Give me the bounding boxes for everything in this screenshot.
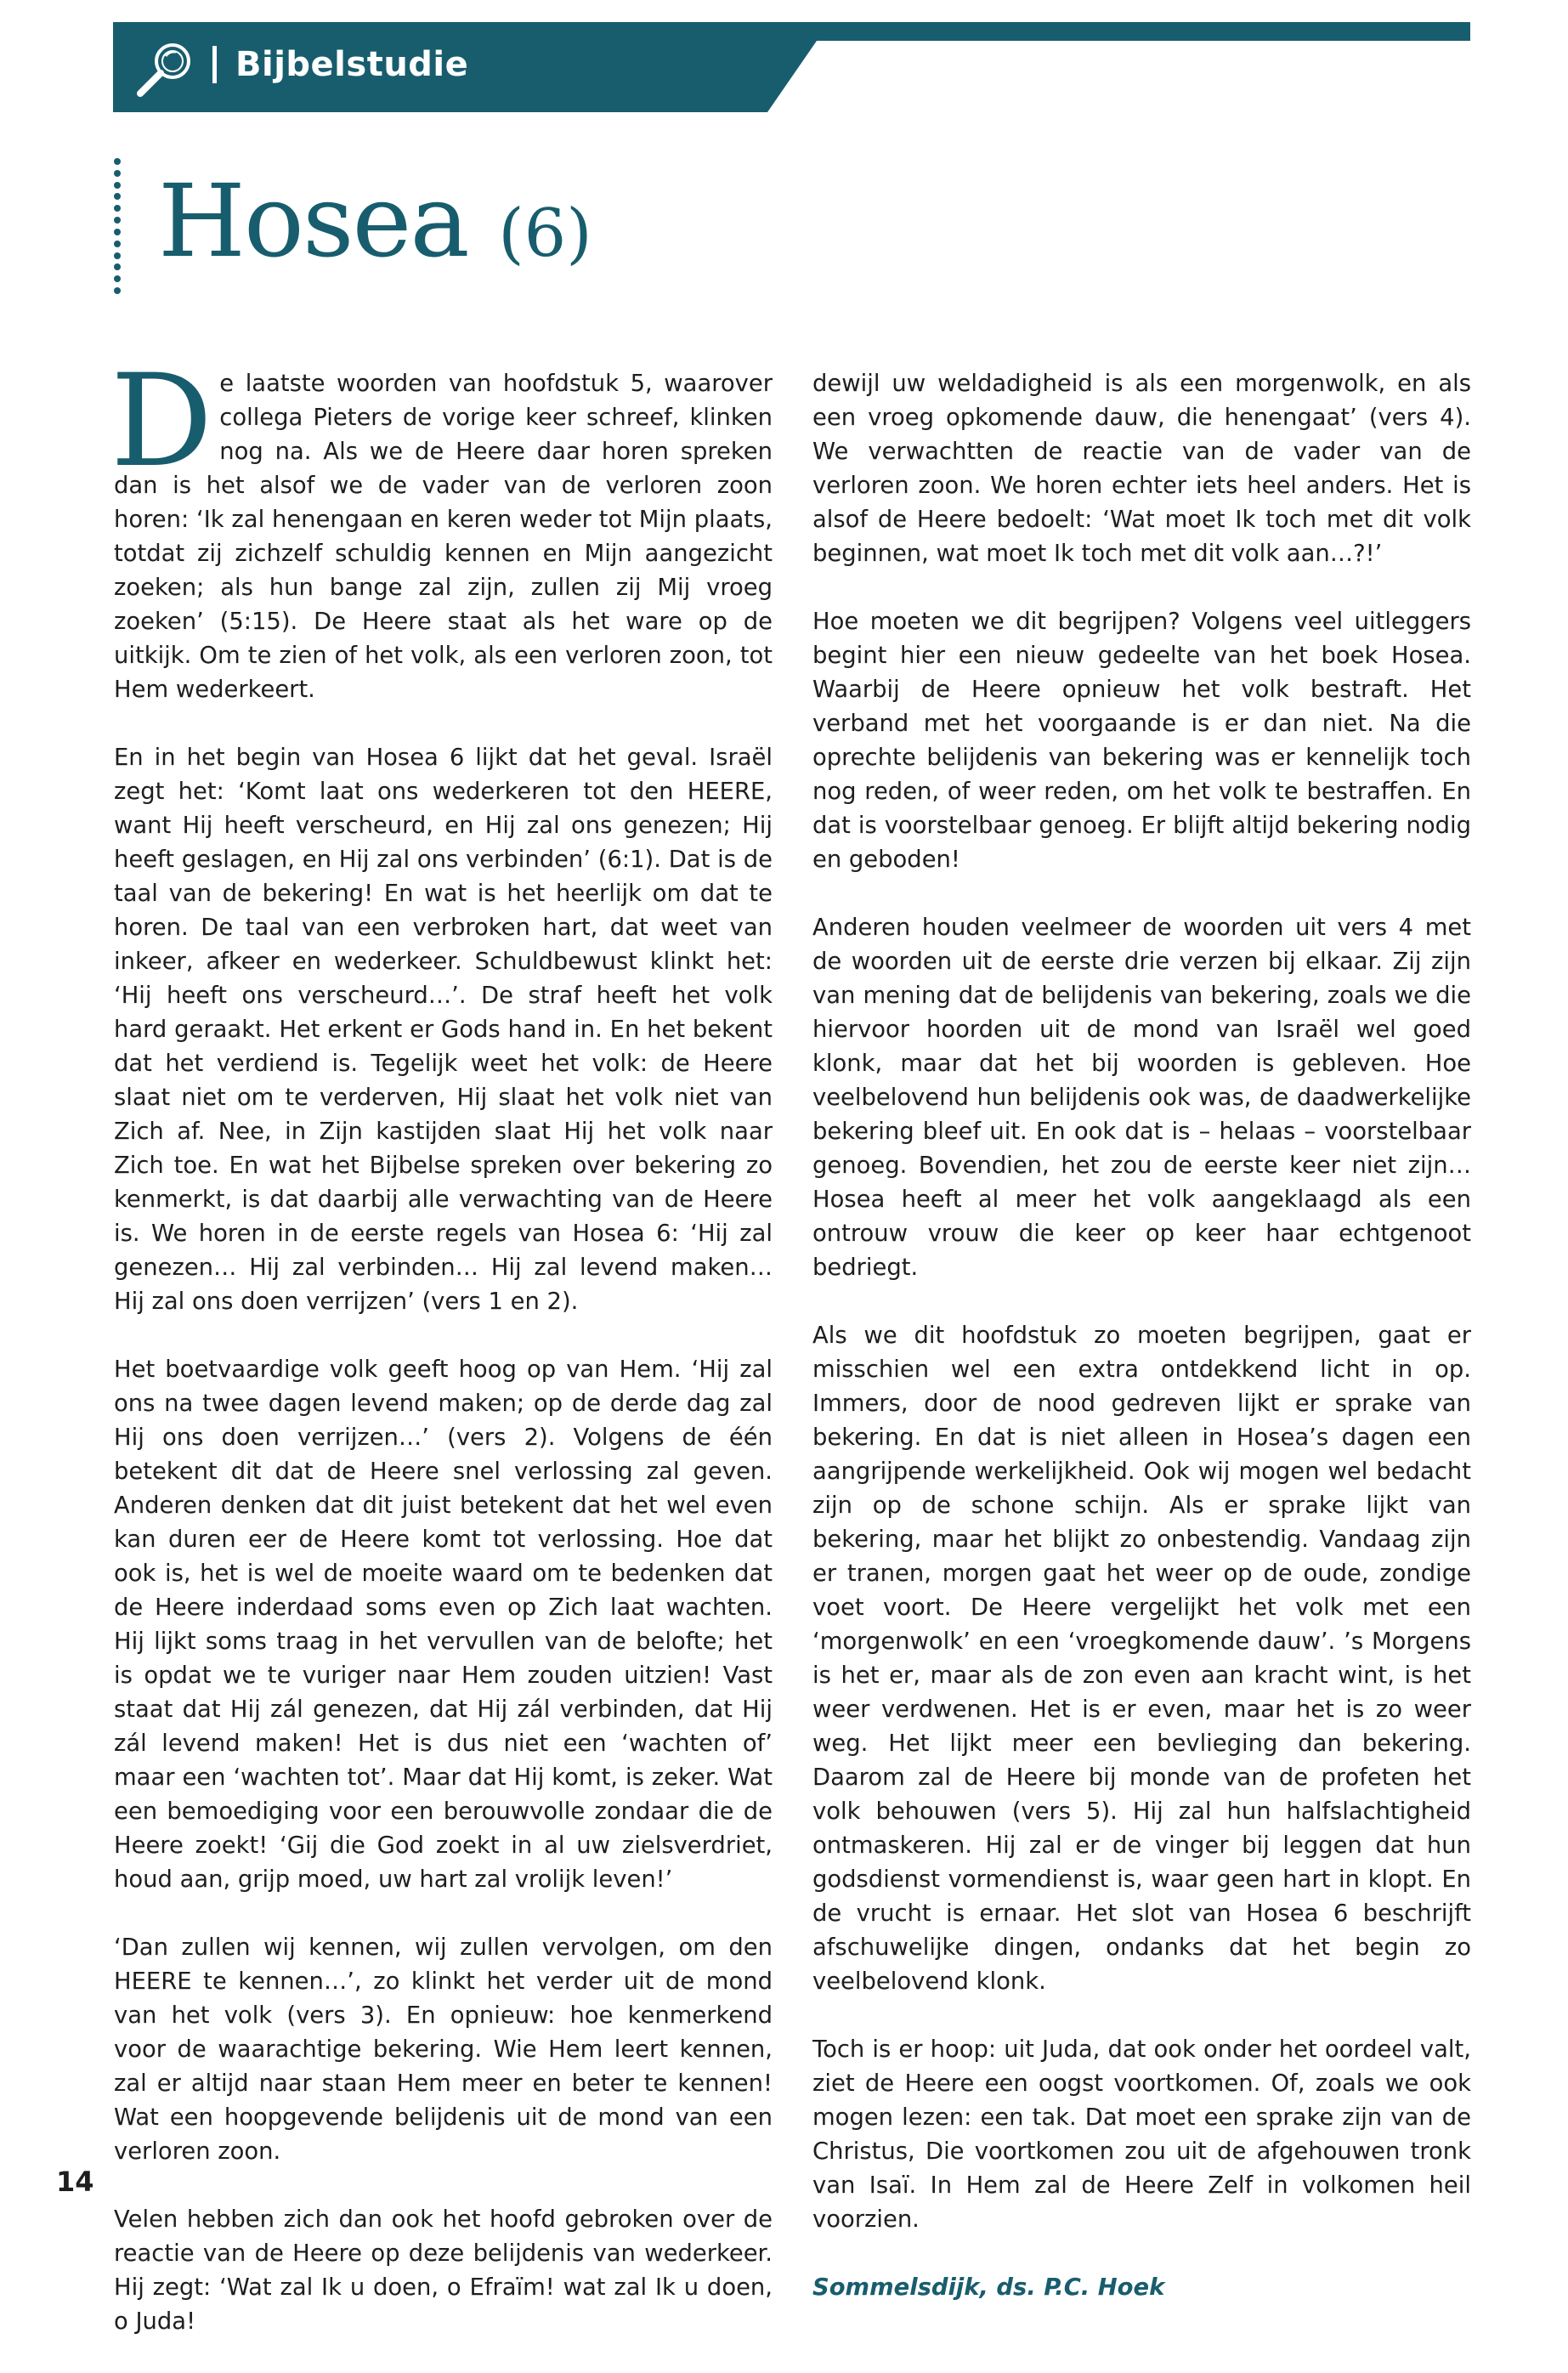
paragraph-text: e laatste woorden van hoofdstuk 5, waarover collega Pieters de vorige keer schreef, klinken nog na. Als we de Heere daar horen spreken dan is het alsof we de vader van de verloren zoon horen: ‘Ik zal henengaan en keren weder tot Mijn plaats, totdat zij zichzelf schuldig kennen en Mijn aangezicht zoeken; als hun bange zal zijn, zullen zij Mij vroeg zoeken’ (5:15). De Heere staat als het ware op de uitkijk. Om te zien of het volk, als een verloren zoon, tot Hem wederkeert. (114, 371, 773, 703)
paragraph: En in het begin van Hosea 6 lijkt dat het geval. Israël zegt het: ‘Komt laat ons wederkeren tot den HEERE, want Hij heeft verscheurd, en Hij zal ons genezen; Hij heeft geslagen, en Hij zal ons verbinden’ (6:1). Dat is de taal van de bekering! En wat is het heerlijk om dat te horen. De taal van een verbroken hart, dat weet van inkeer, afkeer en wederkeer. Schuldbewust klinkt het: ‘Hij heeft ons verscheurd…’. De straf heeft het volk hard geraakt. Het erkent er Gods hand in. En het bekent dat het verdiend is. Tegelijk weet het volk: de Heere slaat niet om te verderven, Hij slaat het volk niet van Zich af. Nee, in Zijn kastijden slaat Hij het volk naar Zich toe. En wat het Bijbelse spreken over bekering zo kenmerkt, is dat daarbij alle verwachting van de Heere is. We horen in de eerste regels van Hosea 6: ‘Hij zal genezen… Hij zal verbinden… Hij zal levend maken… Hij zal ons doen verrijzen’ (vers 1 en 2). (114, 745, 773, 1315)
paragraph: dewijl uw weldadigheid is als een morgenwolk, en als een vroeg opkomende dauw, die henengaat’ (vers 4). We verwachtten de reactie van de vader van de verloren zoon. We horen echter iets heel anders. Het is alsof de Heere bedoelt: ‘Wat moet Ik toch met dit volk beginnen, wat moet Ik toch met dit volk aan…?!’ (812, 371, 1471, 567)
header-separator (212, 46, 217, 83)
title-text: Hosea (158, 162, 468, 280)
magnifier-icon (132, 34, 200, 102)
paragraph: Hoe moeten we dit begrijpen? Volgens veel uitleggers begint hier een nieuw gedeelte van het boek Hosea. Waarbij de Heere opnieuw het volk bestraft. Het verband met het voorgaande is er dan niet. Na die oprechte belijdenis van bekering was er kennelijk toch nog reden, of weer reden, om het volk te bestraffen. En dat is voorstelbaar genoeg. Er blijft altijd bekering nodig en geboden! (812, 609, 1471, 873)
section-label: Bijbelstudie (235, 45, 469, 84)
paragraph: ‘Dan zullen wij kennen, wij zullen vervolgen, om den HEERE te kennen…’, zo klinkt het verder uit de mond van het volk (vers 3). En opnieuw: hoe kenmerkend voor de waarachtige bekering. Wie Hem leert kennen, zal er altijd naar staan Hem meer en beter te kennen! Wat een hoopgevende belijdenis uit de mond van een verloren zoon. (114, 1934, 773, 2165)
author-signature: Sommelsdijk, ds. P.C. Hoek (812, 2274, 1165, 2301)
left-column (110, 348, 773, 2373)
drop-cap: D (110, 348, 213, 496)
paragraph: Anderen houden veelmeer de woorden uit vers 4 met de woorden uit de eerste drie verzen bij elkaar. Zij zijn van mening dat de belijdenis van bekering, zoals we die hiervoor hoorden uit de mond van Israël wel goed klonk, maar dat het bij woorden is gebleven. Hoe veelbelovend hun belijdenis ook was, de daadwerkelijke bekering bleef uit. En ook dat is – helaas – voorstelbaar genoeg. Bovendien, het zou de eerste keer niet zijn… Hosea heeft al meer het volk aangeklaagd als een ontrouw vrouw die keer op keer haar echtgenoot bedriegt. (812, 915, 1471, 1281)
paragraph: Toch is er hoop: uit Juda, dat ook onder het oordeel valt, ziet de Heere een oogst voortkomen. Of, zoals we ook mogen lezen: een tak. Dat moet een sprake zijn van de Christus, Die voortkomen zou uit de afgehouwen tronk van Isaï. In Hem zal de Heere Zelf in volkomen heil voorzien. (812, 2036, 1471, 2233)
title-number: (6) (498, 195, 592, 272)
right-column (812, 367, 1471, 2339)
paragraph (110, 348, 773, 707)
dotted-divider (112, 158, 122, 294)
article-title (158, 161, 592, 293)
paragraph: Als we dit hoofdstuk zo moeten begrijpen, gaat er misschien wel een extra ontdekkend licht in op. Immers, door de nood gedreven lijkt er sprake van bekering. En dat is niet alleen in Hosea’s dagen een aangrijpende werkelijkheid. Ook wij mogen wel bedacht zijn op de schone schijn. Als er sprake lijkt van bekering, maar het blijkt zo onbestendig. Vandaag zijn er tranen, morgen gaat het weer op de oude, zondige voet voort. De Heere vergelijkt het volk met een ‘morgenwolk’ en een ‘vroegkomende dauw’. ’s Morgens is het er, maar als de zon even aan kracht wint, is het weer verdwenen. Het is er even, maar het is zo weer weg. Het lijkt meer een bevlieging dan bekering. Daarom zal de Heere bij monde van de profeten het volk behouwen (vers 5). Hij zal hun halfslachtigheid ontmaskeren. Hij zal er de vinger bij leggen dat hun godsdienst vormendienst is, waar geen hart in klopt. En de vrucht is ernaar. Het slot van Hosea 6 beschrijft afschuwelijke dingen, ondanks dat het begin zo veelbelovend klonk. (812, 1322, 1471, 1995)
section-header (113, 22, 1470, 112)
paragraph: Velen hebben zich dan ook het hoofd gebroken over de reactie van de Heere op deze belijdenis van wederkeer. Hij zegt: ‘Wat zal Ik u doen, o Efraïm! wat zal Ik u doen, o Juda! (114, 2206, 773, 2335)
paragraph: Het boetvaardige volk geeft hoog op van Hem. ‘Hij zal ons na twee dagen levend maken; op de derde dag zal Hij ons doen verrijzen…’ (vers 2). Volgens de één betekent dit dat de Heere snel verlossing zal geven. Anderen denken dat dit juist betekent dat het wel even kan duren eer de Heere komt tot verlossing. Hoe dat ook is, het is wel de moeite waard om te bedenken dat de Heere inderdaad soms even op Zich laat wachten. Hij lijkt soms traag in het vervullen van de belofte; het is opdat we te vuriger naar Hem zouden uitzien! Vast staat dat Hij zál genezen, dat Hij zál verbinden, dat Hij zál levend maken! Het is dus niet een ‘wachten of’ maar een ‘wachten tot’. Maar dat Hij komt, is zeker. Wat een bemoediging voor een berouwvolle zondaar die de Heere zoekt! ‘Gij die God zoekt in al uw zielsverdriet, houd aan, grijp moed, uw hart zal vrolijk leven!’ (114, 1356, 773, 1893)
page-number: 14 (56, 2166, 94, 2198)
